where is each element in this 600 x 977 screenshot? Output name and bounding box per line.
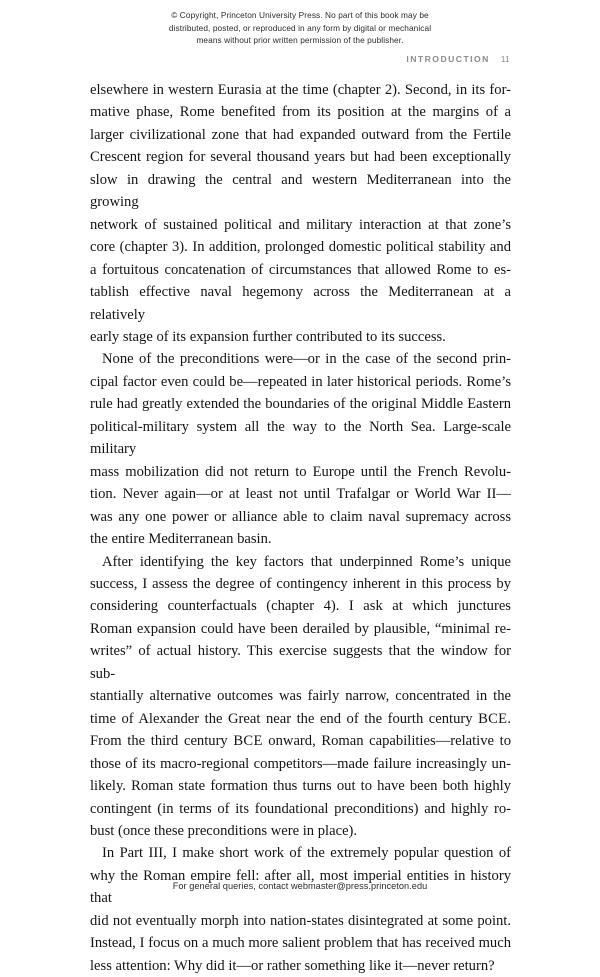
copyright-line: means without prior written permission of the publisher.	[196, 35, 404, 46]
text-line: bust (once these preconditions were in place).	[90, 822, 358, 839]
text-line: Instead, I focus on a much more salient problem that has received much	[90, 935, 511, 952]
running-head-label: INTRODUCTION	[406, 54, 490, 64]
text-line: Crescent region for several thousand years but had been exceptionally	[90, 149, 511, 166]
text-line: the entire Mediterranean basin.	[90, 531, 272, 548]
text-line: considering counterfactuals (chapter 4). I ask at which junctures	[90, 598, 511, 615]
footer-text: For general queries, contact webmaster@press.princeton.edu	[172, 881, 428, 891]
text-line: core (chapter 3). In addition, prolonged domestic political stability and	[90, 239, 511, 256]
text-line: network of sustained political and military interaction at that zone’s	[90, 216, 511, 233]
paragraph	[90, 842, 511, 977]
text-line: contingent (in terms of its foundational preconditions) and highly ro-	[90, 800, 511, 817]
text-line: None of the preconditions were—or in the case of the second prin-	[102, 351, 511, 368]
text-line: Roman expansion could have been derailed by plausible, “minimal re-	[90, 620, 511, 637]
text-line: After identifying the key factors that underpinned Rome’s unique	[102, 553, 511, 570]
text-line: tion. Never again—or at least not until Trafalgar or World War II—	[90, 486, 511, 503]
text-line: larger civilizational zone that had expanded outward from the Fertile	[90, 126, 511, 143]
paragraph	[90, 551, 511, 843]
text-line: slow in drawing the central and western Mediterranean into the growing	[90, 171, 511, 211]
copyright-line: distributed, posted, or reproduced in any form by digital or mechanical	[168, 22, 432, 33]
text-line: did not eventually morph into nation-states disintegrated at some point.	[90, 912, 511, 929]
copyright-notice	[0, 9, 600, 47]
text-line: In Part III, I make short work of the extremely popular question of	[102, 845, 511, 862]
copyright-line: © Copyright, Princeton University Press. No part of this book may be	[171, 10, 429, 20]
text-line: time of Alexander the Great near the end of the fourth century BCE.	[90, 710, 511, 727]
body-text	[90, 79, 511, 977]
text-line: less attention: Why did it—or rather something like it—never return?	[90, 957, 495, 974]
text-line: cipal factor even could be—repeated in later historical periods. Rome’s	[90, 373, 511, 390]
small-caps-era: BCE	[478, 710, 508, 727]
paragraph	[90, 79, 511, 348]
text-line: success, I assess the degree of contingency inherent in this process by	[90, 575, 511, 592]
text-line: why the Roman empire fell: after all, most imperial entities in history that	[90, 867, 511, 907]
text-line: mass mobilization did not return to Europe until the French Revolu-	[90, 463, 511, 480]
text-line: tablish effective naval hegemony across the Mediterranean at a relatively	[90, 284, 511, 323]
text-line: stantially alternative outcomes was fairly narrow, concentrated in the	[90, 688, 511, 705]
running-head	[406, 54, 510, 64]
text-line: political-military system all the way to the North Sea. Large-scale military	[90, 418, 511, 458]
text-line: From the third century BCE onward, Roman capabilities—relative to	[90, 733, 511, 750]
text-line: was any one power or alliance able to claim naval supremacy across	[90, 508, 511, 525]
text-line: those of its macro-regional competitors—made failure increasingly un-	[90, 755, 511, 772]
text-line: mative phase, Rome benefited from its position at the margins of a	[90, 104, 511, 121]
small-caps-era: BCE	[233, 733, 263, 750]
text-line: writes” of actual history. This exercise suggests that the window for sub-	[90, 643, 511, 682]
text-line: early stage of its expansion further contributed to its success.	[90, 328, 446, 345]
text-line: likely. Roman state formation thus turns out to have been both highly	[90, 778, 511, 795]
page-number: 11	[500, 55, 510, 64]
text-line: rule had greatly extended the boundaries of the original Middle Eastern	[90, 396, 511, 413]
paragraph	[90, 348, 511, 550]
text-line: elsewhere in western Eurasia at the time (chapter 2). Second, in its for-	[90, 82, 511, 98]
page-footer	[0, 881, 600, 891]
text-line: a fortuitous concatenation of circumstances that allowed Rome to es-	[90, 261, 511, 278]
